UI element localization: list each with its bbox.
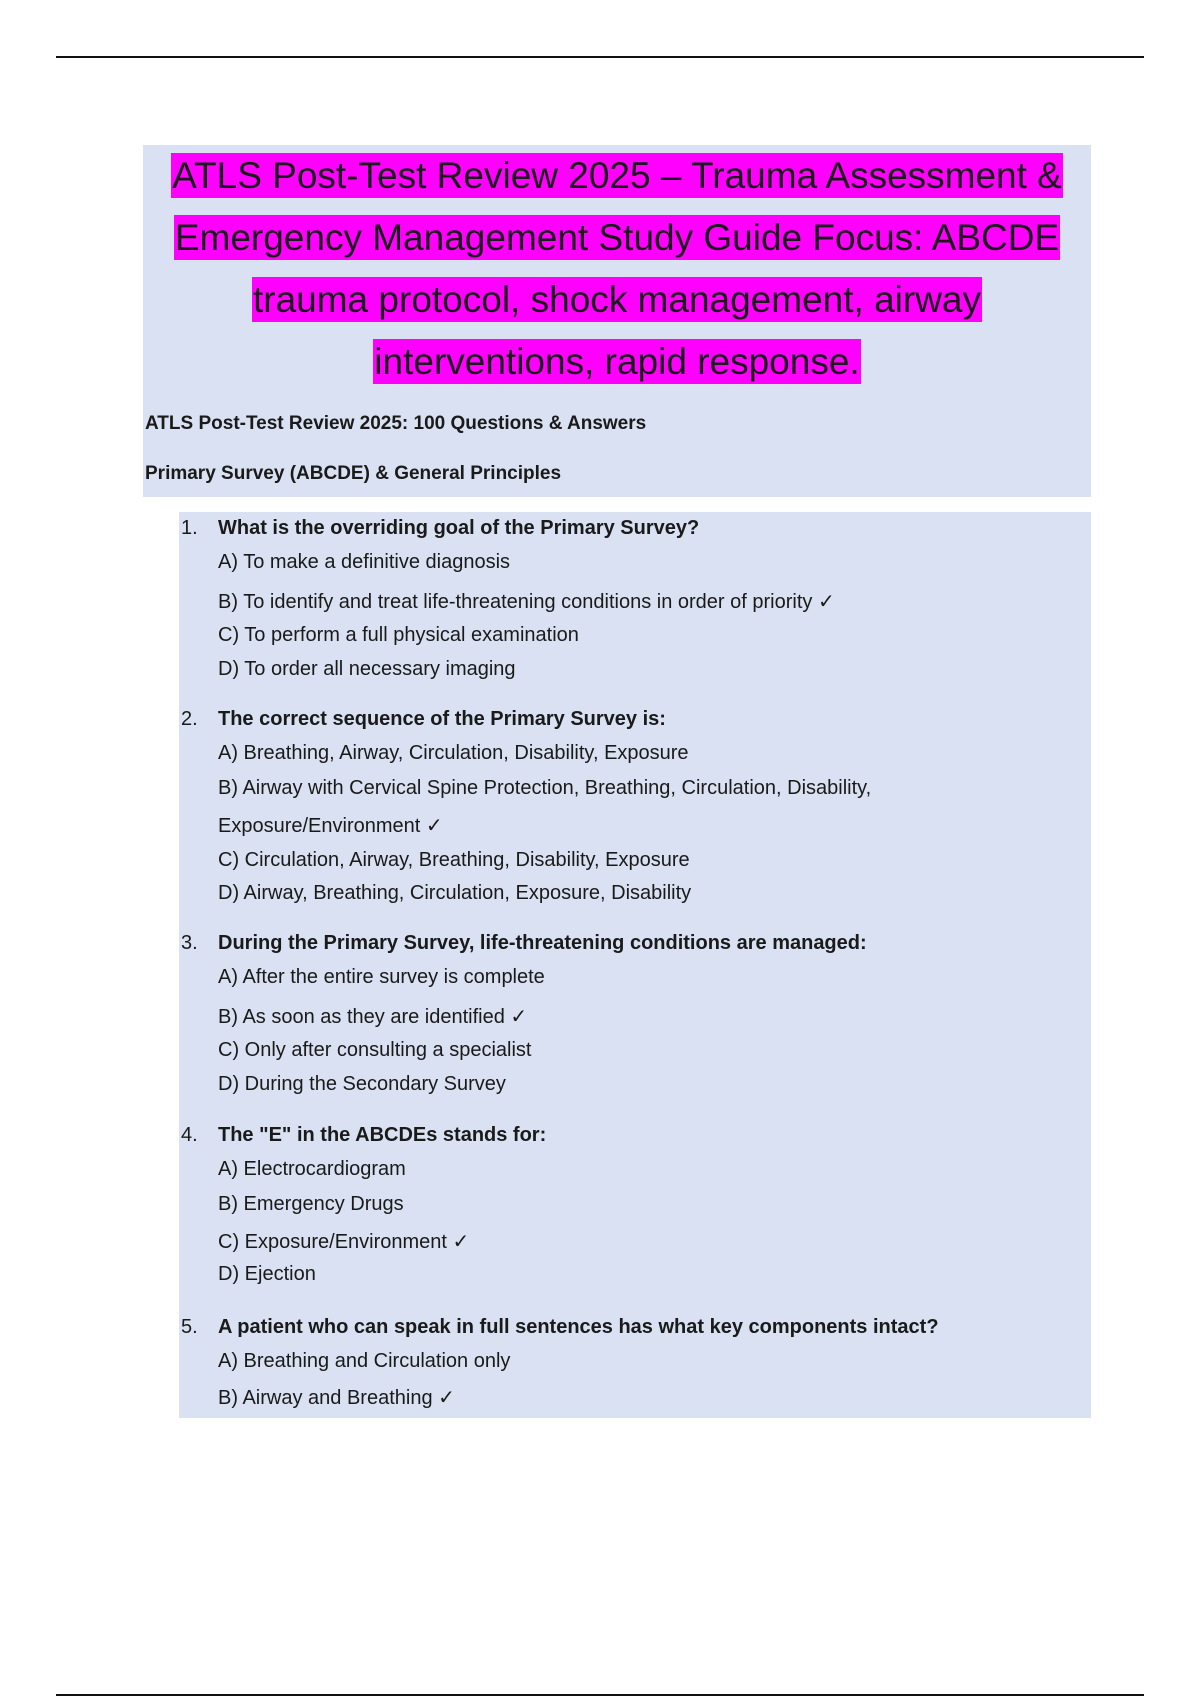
answer-option: B) Emergency Drugs	[218, 1193, 404, 1215]
question-text: What is the overriding goal of the Primary Survey?	[218, 517, 700, 539]
answer-option: C) Circulation, Airway, Breathing, Disability, Exposure	[218, 849, 690, 871]
answer-option: A) Breathing and Circulation only	[218, 1350, 511, 1372]
answer-option-correct: B) Airway with Cervical Spine Protection, Breathing, Circulation, Disability,	[218, 777, 872, 799]
answer-option: D) To order all necessary imaging	[218, 658, 516, 680]
answer-option: C) Only after consulting a specialist	[218, 1039, 532, 1061]
question-text: The correct sequence of the Primary Survey is:	[218, 708, 666, 730]
answer-option-correct: C) Exposure/Environment ✓	[218, 1231, 470, 1253]
answer-option: A) After the entire survey is complete	[218, 966, 545, 988]
document-title	[143, 145, 1091, 393]
title-line-4: interventions, rapid response.	[374, 341, 860, 382]
question-number: 2.	[181, 708, 198, 730]
answer-option: D) Ejection	[218, 1263, 316, 1285]
answer-option: D) Airway, Breathing, Circulation, Exposure, Disability	[218, 882, 692, 904]
answer-option: C) To perform a full physical examination	[218, 624, 579, 646]
question-number: 1.	[181, 517, 198, 539]
answer-option-correct: B) As soon as they are identified ✓	[218, 1006, 528, 1028]
answer-option: A) Breathing, Airway, Circulation, Disability, Exposure	[218, 742, 689, 764]
title-line-1: ATLS Post-Test Review 2025 – Trauma Assessment &	[172, 155, 1062, 196]
question-number: 4.	[181, 1124, 198, 1146]
question-text: During the Primary Survey, life-threatening conditions are managed:	[218, 932, 867, 954]
title-line-3: trauma protocol, shock management, airway	[252, 279, 981, 320]
question-text: The "E" in the ABCDEs stands for:	[218, 1124, 547, 1146]
document-subtitle: ATLS Post-Test Review 2025: 100 Questions & Answers	[145, 413, 647, 434]
question-number: 5.	[181, 1316, 198, 1338]
answer-option-correct: B) To identify and treat life-threatening conditions in order of priority ✓	[218, 591, 835, 613]
top-rule	[56, 56, 1144, 58]
questions-block	[179, 512, 1091, 1418]
answer-option: A) To make a definitive diagnosis	[218, 551, 511, 573]
header-block	[143, 145, 1091, 497]
answer-option-continuation: Exposure/Environment ✓	[218, 815, 443, 837]
answer-option-correct: B) Airway and Breathing ✓	[218, 1387, 455, 1409]
section-heading: Primary Survey (ABCDE) & General Principles	[145, 463, 562, 484]
question-text: A patient who can speak in full sentences has what key components intact?	[218, 1316, 939, 1338]
answer-option: A) Electrocardiogram	[218, 1158, 406, 1180]
answer-option: D) During the Secondary Survey	[218, 1073, 506, 1095]
bottom-rule	[56, 1694, 1144, 1696]
title-line-2: Emergency Management Study Guide Focus: ABCDE	[174, 217, 1060, 258]
question-number: 3.	[181, 932, 198, 954]
